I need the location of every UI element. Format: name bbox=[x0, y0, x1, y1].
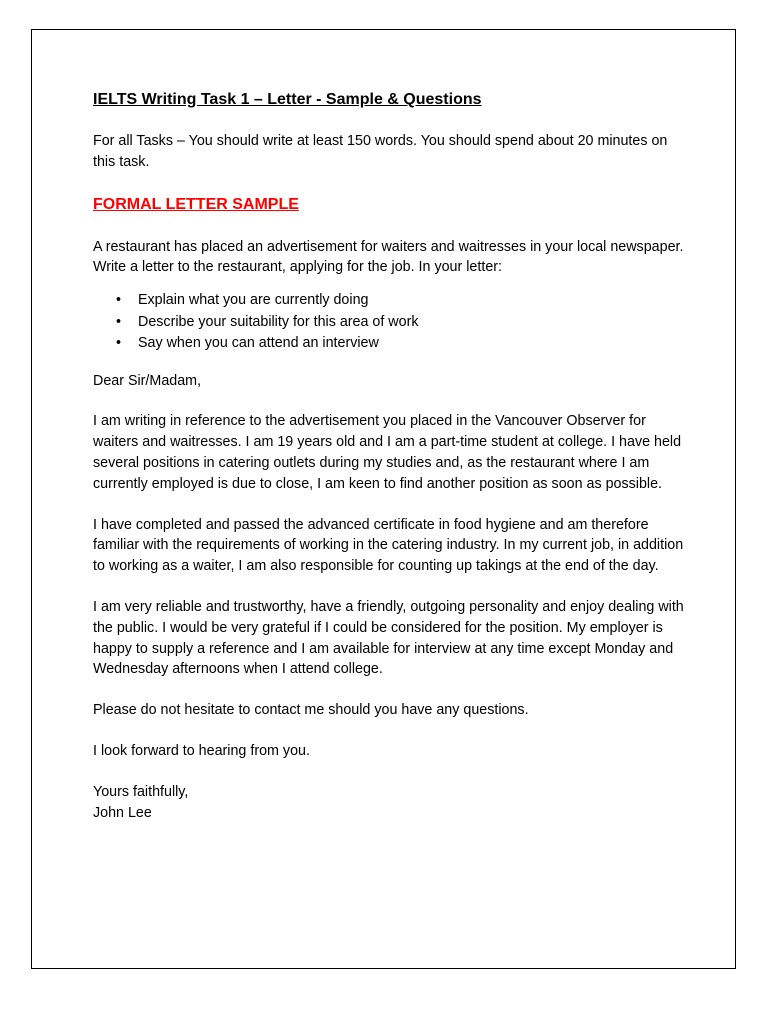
document-title: IELTS Writing Task 1 – Letter - Sample & Questions bbox=[93, 91, 482, 108]
bullet-icon: • bbox=[116, 313, 122, 330]
letter-closing: Yours faithfully, bbox=[93, 783, 189, 800]
letter-salutation: Dear Sir/Madam, bbox=[93, 372, 202, 389]
document-body bbox=[93, 88, 693, 823]
bullet-icon: • bbox=[116, 335, 122, 352]
section-heading: FORMAL LETTER SAMPLE bbox=[93, 195, 299, 213]
bullet-item bbox=[93, 333, 693, 355]
task-instructions: For all Tasks – You should write at least 150 words. You should spend about 20 minutes on this task. bbox=[93, 133, 668, 170]
task-prompt: A restaurant has placed an advertisement for waiters and waitresses in your local newspaper. Write a letter to the restaurant, applying for the job. In your letter: bbox=[93, 238, 684, 276]
letter-paragraph: I am very reliable and trustworthy, have a friendly, outgoing personality and enjoy dealing with the public. I would be very grateful if I could be considered for the position. My employer is happy to supply a reference and I am available for interview at any time except Monday and Wednesday afternoons when I attend college. bbox=[93, 599, 684, 678]
bullet-item bbox=[93, 312, 693, 334]
letter-paragraph: I have completed and passed the advanced certificate in food hygiene and am therefore familiar with the requirements of working in the catering industry. In my current job, in addition to working as a waiter, I am also responsible for counting up takings at the end of the day. bbox=[93, 516, 684, 575]
letter-paragraph: Please do not hesitate to contact me should you have any questions. bbox=[93, 702, 529, 719]
bullet-text: Describe your suitability for this area of work bbox=[138, 313, 419, 330]
bullet-icon: • bbox=[116, 292, 122, 309]
bullet-item bbox=[93, 290, 693, 312]
task-bullet-list bbox=[93, 290, 693, 355]
letter-paragraph: I am writing in reference to the advertisement you placed in the Vancouver Observer for waiters and waitresses. I am 19 years old and I am a part-time student at college. I have held several positions in catering outlets during my studies and, as the restaurant where I am currently employed is due to close, I am keen to find another position as soon as possible. bbox=[93, 413, 682, 492]
letter-paragraph: I look forward to hearing from you. bbox=[93, 743, 310, 760]
bullet-text: Explain what you are currently doing bbox=[138, 292, 369, 309]
letter-signature: John Lee bbox=[93, 804, 152, 821]
bullet-text: Say when you can attend an interview bbox=[138, 335, 379, 352]
